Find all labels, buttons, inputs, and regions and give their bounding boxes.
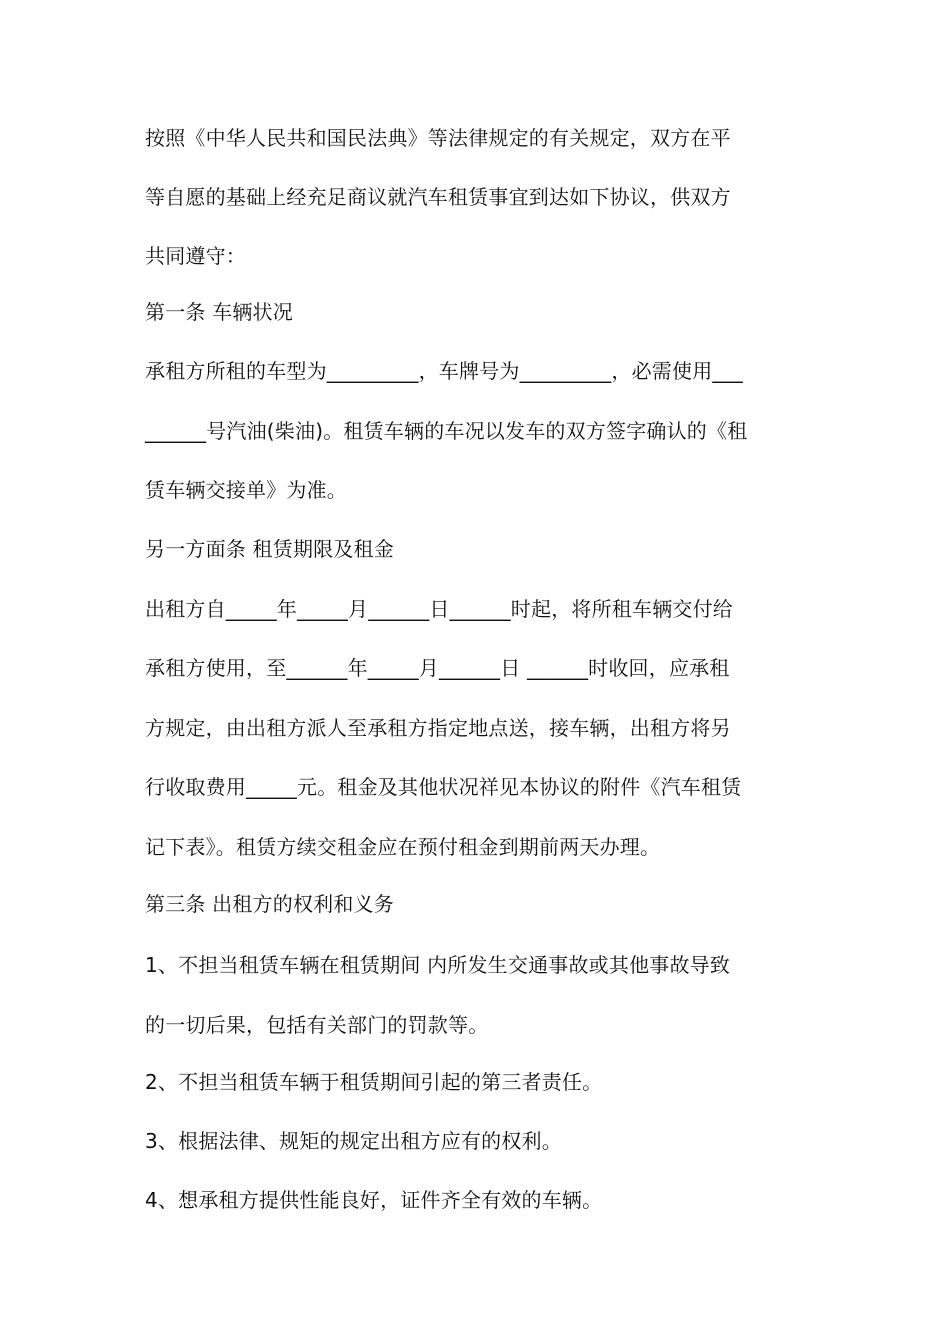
paragraph-line: 方规定，由出租方派人至承租方指定地点送，接车辆，出租方将另: [145, 716, 731, 740]
list-item: 3、根据法律、规矩的规定出租方应有的权利。: [145, 1129, 562, 1153]
paragraph-line: 出租方自_____年_____月______日______时起，将所租车辆交付给: [145, 597, 733, 621]
list-item: 1、不担当租赁车辆在租赁期间 内所发生交通事故或其他事故导致: [145, 953, 731, 977]
section-heading: 第一条 车辆状况: [145, 300, 293, 324]
paragraph-line: 等自愿的基础上经充足商议就汽车租赁事宜到达如下协议，供双方: [145, 185, 731, 209]
paragraph-line: 按照《中华人民共和国民法典》等法律规定的有关规定，双方在平: [145, 126, 731, 150]
paragraph-line: 赁车辆交接单》为准。: [145, 478, 347, 502]
list-item: 2、不担当租赁车辆于租赁期间引起的第三者责任。: [145, 1070, 603, 1094]
paragraph-line: 承租方使用，至______年_____月______日 ______时收回，应承租: [145, 656, 730, 680]
paragraph-line: 共同遵守：: [145, 244, 246, 268]
list-item: 4、想承租方提供性能良好，证件齐全有效的车辆。: [145, 1188, 603, 1212]
section-heading: 第三条 出租方的权利和义务: [145, 892, 394, 916]
paragraph-line: ______号汽油(柴油)。租赁车辆的车况以发车的双方签字确认的《租: [145, 419, 748, 443]
list-item-continuation: 的一切后果，包括有关部门的罚款等。: [145, 1013, 489, 1037]
section-heading: 另一方面条 租赁期限及租金: [145, 537, 394, 561]
paragraph-line: 行收取费用_____元。租金及其他状况祥见本协议的附件《汽车租赁: [145, 775, 742, 799]
paragraph-line: 承租方所租的车型为_________，车牌号为_________，必需使用___: [145, 359, 743, 383]
paragraph-line: 记下表》。租赁方续交租金应在预付租金到期前两天办理。: [145, 835, 661, 859]
